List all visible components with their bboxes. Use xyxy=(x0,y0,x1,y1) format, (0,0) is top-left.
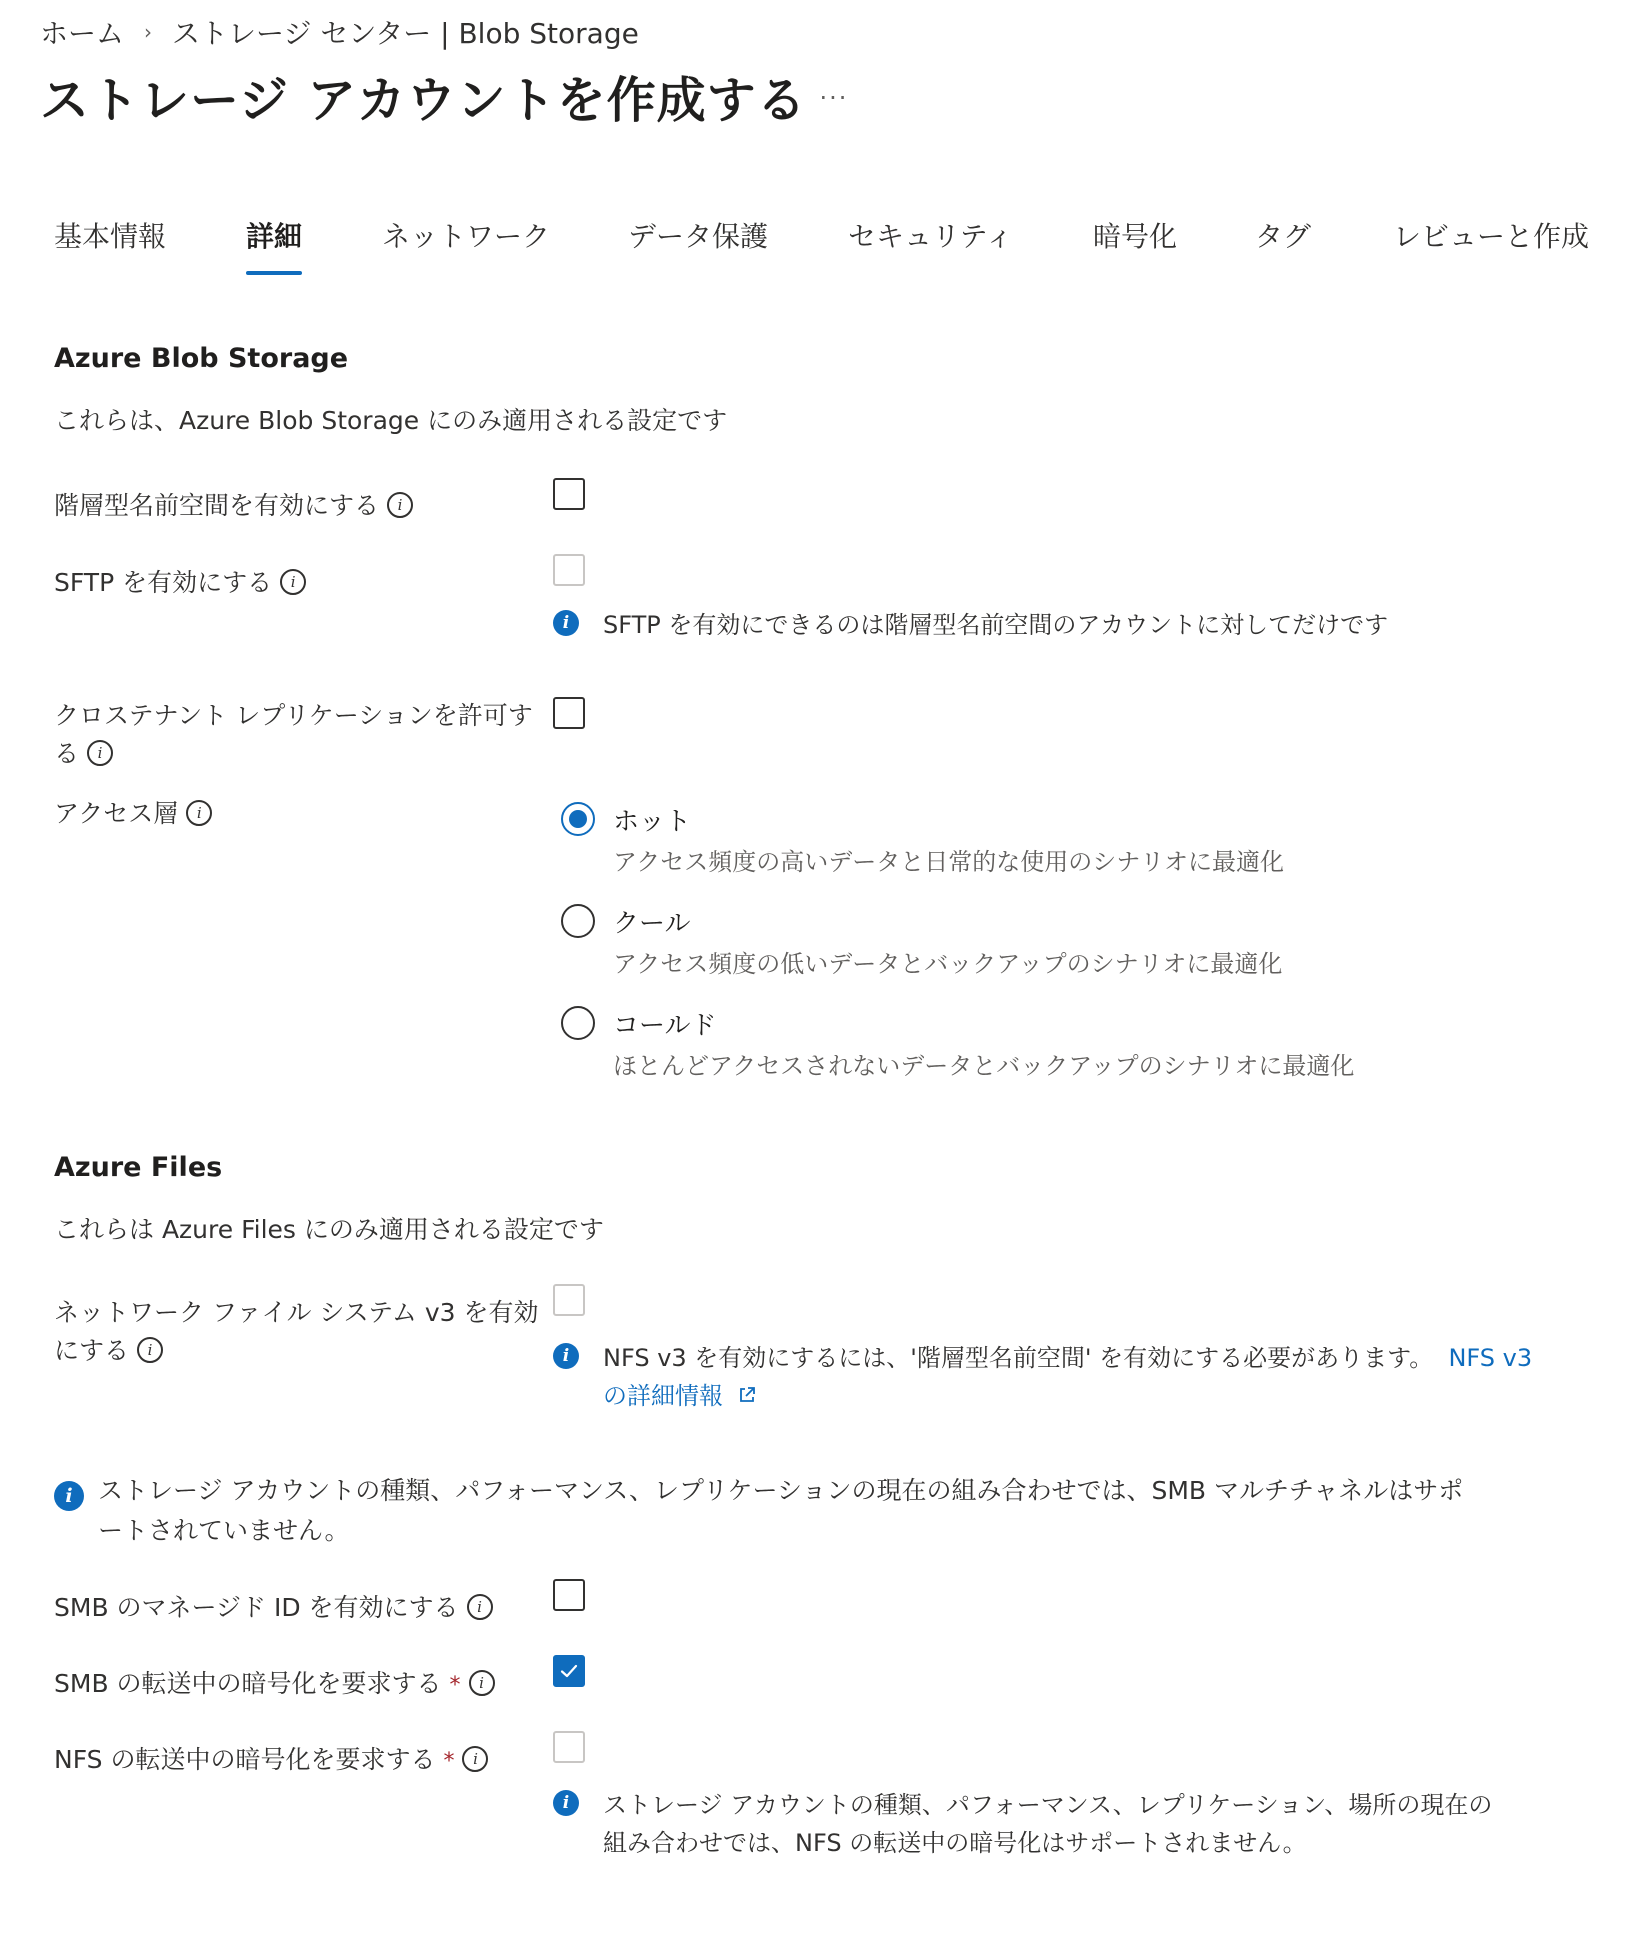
page-title: ストレージ アカウントを作成する xyxy=(40,72,807,129)
cross-tenant-replication-label-line1: クロステナント レプリケーションを許可す xyxy=(54,701,533,730)
tab-basics[interactable]: 基本情報 xyxy=(54,220,167,253)
sftp-checkbox[interactable] xyxy=(553,554,585,586)
chevron-right-icon: › xyxy=(144,20,153,44)
tab-security[interactable]: セキュリティ xyxy=(848,220,1014,253)
smb-encryption-label-text: SMB の転送中の暗号化を要求する xyxy=(54,1669,442,1698)
cross-tenant-replication-label-line2: る xyxy=(54,739,80,768)
hierarchical-namespace-label-text: 階層型名前空間を有効にする xyxy=(54,491,380,520)
nfs-v3-label-line1: ネットワーク ファイル システム v3 を有効 xyxy=(54,1298,539,1327)
external-link-icon[interactable] xyxy=(737,1385,757,1405)
access-tier-cold-radio[interactable] xyxy=(561,1006,595,1040)
sftp-info-message: SFTP を有効にできるのは階層型名前空間のアカウントに対してだけです xyxy=(603,611,1389,639)
sftp-label xyxy=(54,564,306,602)
nfs-v3-learn-more-link-part2[interactable]: の詳細情報 xyxy=(603,1382,723,1410)
nfs-v3-checkbox[interactable] xyxy=(553,1284,585,1316)
nfs-v3-info-line1 xyxy=(603,1339,1533,1377)
files-section-description: これらは Azure Files にのみ適用される設定です xyxy=(54,1215,604,1244)
nfs-encryption-label xyxy=(54,1741,488,1781)
nfs-encryption-info-line1: ストレージ アカウントの種類、パフォーマンス、レプリケーション、場所の現在の xyxy=(603,1791,1493,1819)
files-section-title: Azure Files xyxy=(54,1152,223,1183)
nfs-v3-label-line2: にする xyxy=(54,1336,130,1365)
tab-networking[interactable]: ネットワーク xyxy=(382,220,551,253)
blob-section-title: Azure Blob Storage xyxy=(54,343,349,374)
smb-multichannel-notice xyxy=(98,1471,1463,1551)
access-tier-cold-label[interactable]: コールド xyxy=(613,1011,717,1041)
smb-multichannel-notice-line2: ートされていません。 xyxy=(98,1516,350,1545)
info-icon[interactable]: i xyxy=(137,1337,163,1363)
smb-encryption-checkbox[interactable] xyxy=(553,1655,585,1687)
info-icon[interactable]: i xyxy=(469,1670,495,1696)
smb-multichannel-notice-line1: ストレージ アカウントの種類、パフォーマンス、レプリケーションの現在の組み合わせでは、SMB マルチチャネルはサポ xyxy=(98,1476,1464,1505)
cross-tenant-replication-label-line2-wrap xyxy=(54,735,533,773)
info-filled-icon: i xyxy=(553,1790,579,1816)
nfs-v3-info-text: NFS v3 を有効にするには、'階層型名前空間' を有効にする必要があります。 xyxy=(603,1344,1434,1372)
access-tier-cool-description: アクセス頻度の低いデータとバックアップのシナリオに最適化 xyxy=(613,950,1283,978)
access-tier-label xyxy=(54,795,212,833)
hierarchical-namespace-label xyxy=(54,487,413,525)
access-tier-label-text: アクセス層 xyxy=(54,799,179,828)
info-icon[interactable]: i xyxy=(462,1746,488,1772)
info-icon[interactable]: i xyxy=(186,800,212,826)
required-marker: * xyxy=(443,1749,455,1774)
access-tier-cold-description: ほとんどアクセスされないデータとバックアップのシナリオに最適化 xyxy=(613,1052,1355,1080)
nfs-encryption-label-text: NFS の転送中の暗号化を要求する xyxy=(54,1745,436,1774)
smb-managed-id-label-text: SMB のマネージド ID を有効にする xyxy=(54,1593,459,1622)
nfs-encryption-info-line2: 組み合わせでは、NFS の転送中の暗号化はサポートされません。 xyxy=(603,1829,1307,1857)
info-icon[interactable]: i xyxy=(87,740,113,766)
access-tier-hot-label[interactable]: ホット xyxy=(613,807,692,837)
hierarchical-namespace-checkbox[interactable] xyxy=(553,478,585,510)
access-tier-cool-label[interactable]: クール xyxy=(613,909,691,939)
tab-advanced[interactable]: 詳細 xyxy=(246,220,303,253)
breadcrumb xyxy=(40,12,639,52)
nfs-encryption-checkbox[interactable] xyxy=(553,1731,585,1763)
smb-managed-id-checkbox[interactable] xyxy=(553,1579,585,1611)
checkmark-icon xyxy=(558,1660,580,1682)
tab-tags[interactable]: タグ xyxy=(1255,220,1312,253)
sftp-label-text: SFTP を有効にする xyxy=(54,568,273,597)
access-tier-cool-radio[interactable] xyxy=(561,904,595,938)
smb-managed-id-label xyxy=(54,1589,493,1627)
info-icon[interactable]: i xyxy=(387,492,413,518)
info-icon[interactable]: i xyxy=(280,569,306,595)
tab-review-create[interactable]: レビューと作成 xyxy=(1393,220,1590,253)
nfs-v3-info-message xyxy=(603,1339,1533,1415)
smb-encryption-label xyxy=(54,1665,495,1705)
breadcrumb-storage-center-link[interactable]: ストレージ センター | Blob Storage xyxy=(172,17,639,50)
nfs-v3-label-line2-wrap xyxy=(54,1332,539,1370)
info-filled-icon: i xyxy=(553,1343,579,1369)
nfs-v3-label xyxy=(54,1294,539,1370)
active-tab-indicator xyxy=(246,271,302,275)
more-options-button[interactable]: ··· xyxy=(819,84,849,112)
cross-tenant-replication-checkbox[interactable] xyxy=(553,697,585,729)
nfs-encryption-info-message xyxy=(603,1786,1492,1862)
info-icon[interactable]: i xyxy=(467,1594,493,1620)
access-tier-hot-radio[interactable] xyxy=(561,802,595,836)
required-marker: * xyxy=(449,1673,461,1698)
tab-data-protection[interactable]: データ保護 xyxy=(628,220,769,253)
info-filled-icon: i xyxy=(553,610,579,636)
nfs-v3-info-line2 xyxy=(603,1377,1523,1415)
nfs-v3-learn-more-link-part1[interactable]: NFS v3 xyxy=(1448,1344,1533,1372)
access-tier-hot-description: アクセス頻度の高いデータと日常的な使用のシナリオに最適化 xyxy=(613,848,1285,876)
tab-encryption[interactable]: 暗号化 xyxy=(1093,220,1178,253)
breadcrumb-home-link[interactable]: ホーム xyxy=(40,17,125,50)
info-filled-icon: i xyxy=(54,1481,84,1511)
cross-tenant-replication-label xyxy=(54,697,533,773)
blob-section-description: これらは、Azure Blob Storage にのみ適用される設定です xyxy=(54,406,728,435)
